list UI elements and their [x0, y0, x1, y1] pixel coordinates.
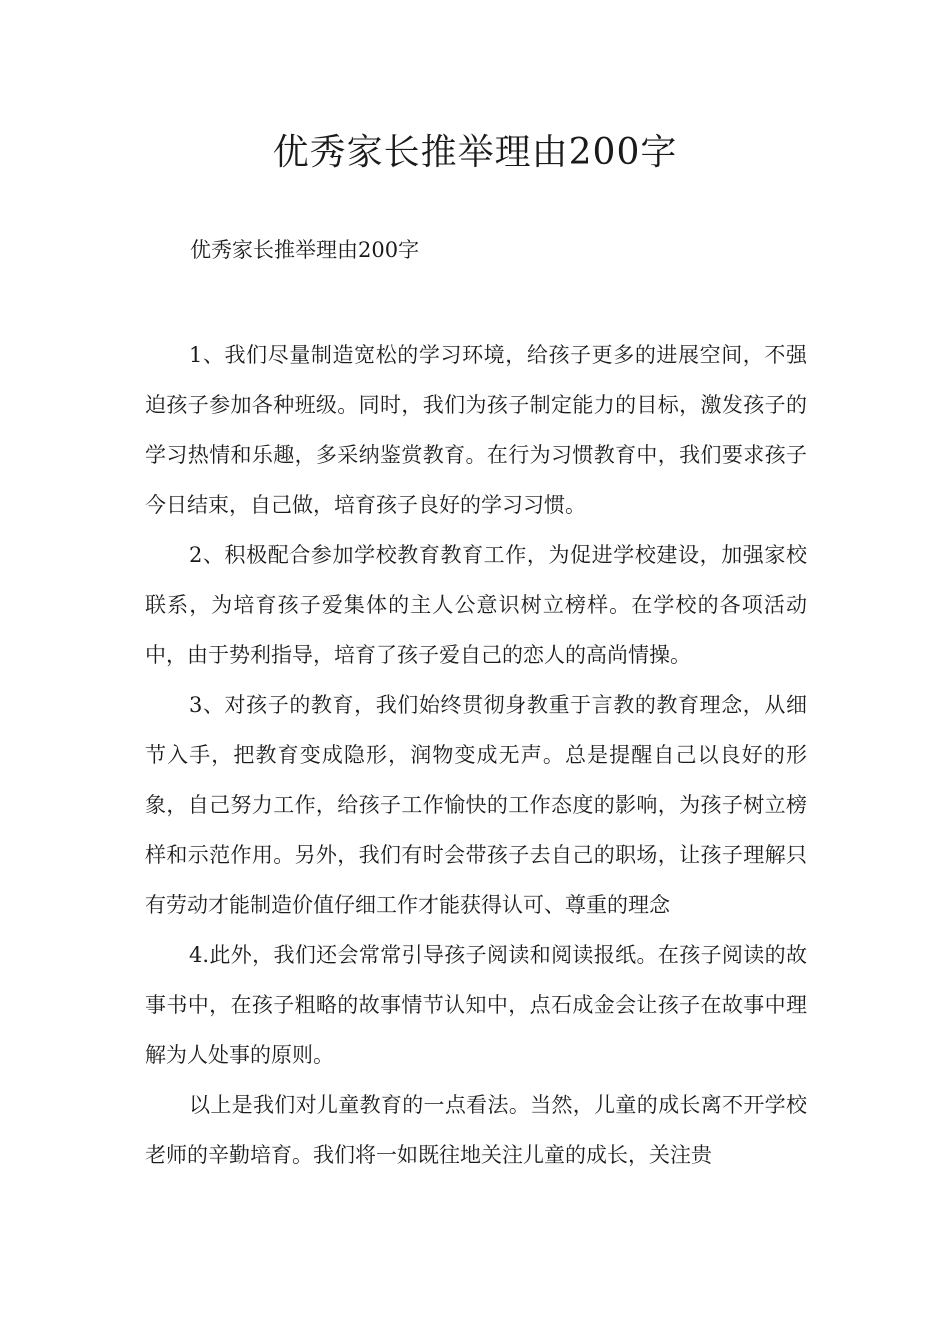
document-title: 优秀家长推举理由200字 — [272, 132, 678, 173]
paragraph-3: 3、对孩子的教育，我们始终贯彻身教重于言教的教育理念，从细节入手，把教育变成隐形，润物变成无声。总是提醒自己以良好的形象，自己努力工作，给孩子工作愉快的工作态度的影响，为孩子树立榜样和示范作用。另外，我们有时会带孩子去自己的职场，让孩子理解只有劳动才能制造价值仔细工作才能获得认可、尊重的理念 — [145, 693, 807, 917]
paragraph-1: 1、我们尽量制造宽松的学习环境，给孩子更多的进展空间，不强迫孩子参加各种班级。同时，我们为孩子制定能力的目标，激发孩子的学习热情和乐趣，多采纳鉴赏教育。在行为习惯教育中，我们要求孩子今日结束，自己做，培育孩子良好的学习习惯。 — [145, 343, 807, 517]
paragraph-5: 以上是我们对儿童教育的一点看法。当然，儿童的成长离不开学校老师的辛勤培育。我们将一如既往地关注儿童的成长，关注贵 — [145, 1093, 807, 1167]
document-body — [145, 330, 807, 1180]
document-subtitle: 优秀家长推举理由200字 — [190, 238, 420, 262]
paragraph-2: 2、积极配合参加学校教育教育工作，为促进学校建设，加强家校联系，为培育孩子爱集体的主人公意识树立榜样。在学校的各项活动中，由于势利指导，培育了孩子爱自己的恋人的高尚情操。 — [145, 543, 807, 667]
paragraph-4: 4.此外，我们还会常常引导孩子阅读和阅读报纸。在孩子阅读的故事书中，在孩子粗略的故事情节认知中，点石成金会让孩子在故事中理解为人处事的原则。 — [145, 943, 807, 1067]
